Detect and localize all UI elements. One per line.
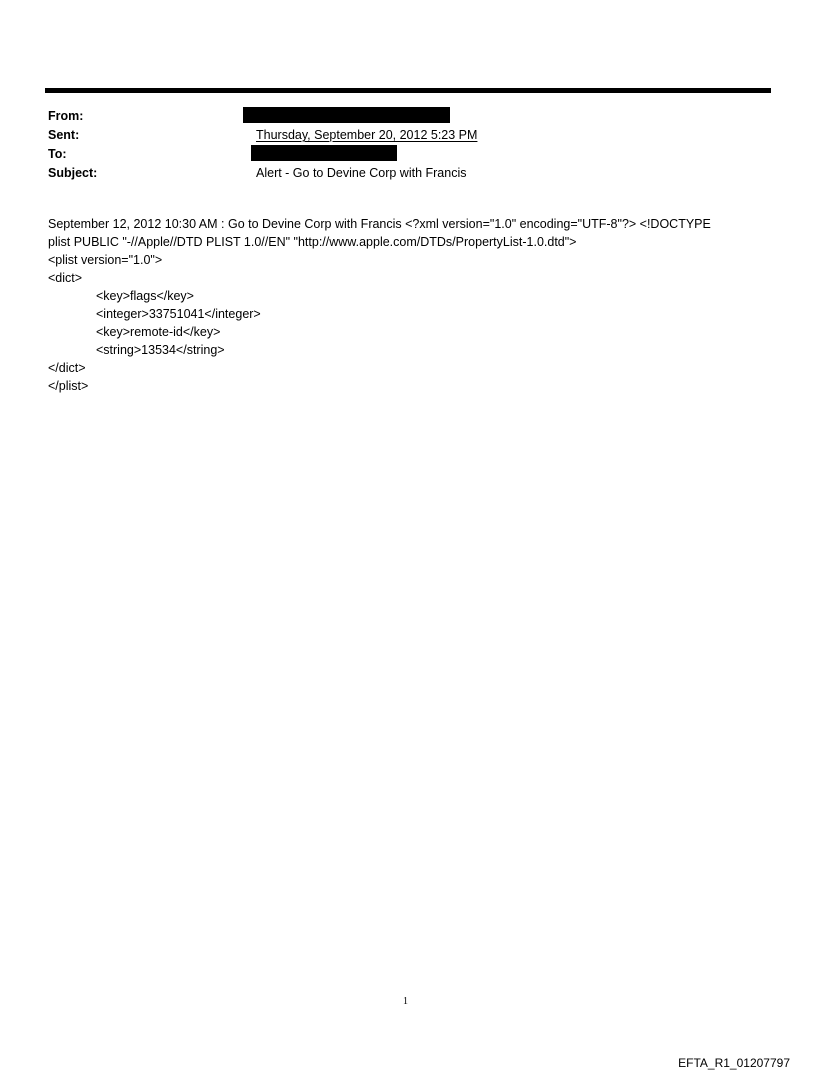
from-label: From: bbox=[48, 109, 84, 123]
to-label: To: bbox=[48, 147, 67, 161]
sent-row bbox=[48, 126, 748, 145]
sent-value: Thursday, September 20, 2012 5:23 PM bbox=[256, 128, 478, 142]
body-line: <key>remote-id</key> bbox=[96, 325, 221, 339]
body-line: <plist version="1.0"> bbox=[48, 253, 163, 267]
to-redaction-box bbox=[251, 145, 397, 161]
body-line: <integer>33751041</integer> bbox=[96, 307, 261, 321]
subject-label: Subject: bbox=[48, 166, 98, 180]
subject-value: Alert - Go to Devine Corp with Francis bbox=[256, 166, 467, 180]
to-row bbox=[48, 145, 748, 164]
body-line: <key>flags</key> bbox=[96, 289, 194, 303]
body-line: <string>13534</string> bbox=[96, 343, 225, 357]
body-line: </dict> bbox=[48, 361, 86, 375]
from-row bbox=[48, 107, 748, 126]
body-line: <dict> bbox=[48, 271, 83, 285]
sent-label: Sent: bbox=[48, 128, 80, 142]
email-body bbox=[48, 215, 768, 395]
bates-number: EFTA_R1_01207797 bbox=[678, 1056, 790, 1070]
body-line: plist PUBLIC "-//Apple//DTD PLIST 1.0//EN" "http://www.apple.com/DTDs/PropertyList-1.0.dtd"> bbox=[48, 235, 577, 249]
page-number: 1 bbox=[403, 996, 408, 1007]
header-divider bbox=[45, 88, 771, 93]
from-redaction-box bbox=[243, 107, 450, 123]
email-header bbox=[48, 107, 748, 183]
body-line: September 12, 2012 10:30 AM : Go to Devine Corp with Francis <?xml version="1.0" encoding="UTF-8"?> <!DOCTYPE bbox=[48, 217, 711, 231]
body-line: </plist> bbox=[48, 379, 89, 393]
subject-row bbox=[48, 164, 748, 183]
